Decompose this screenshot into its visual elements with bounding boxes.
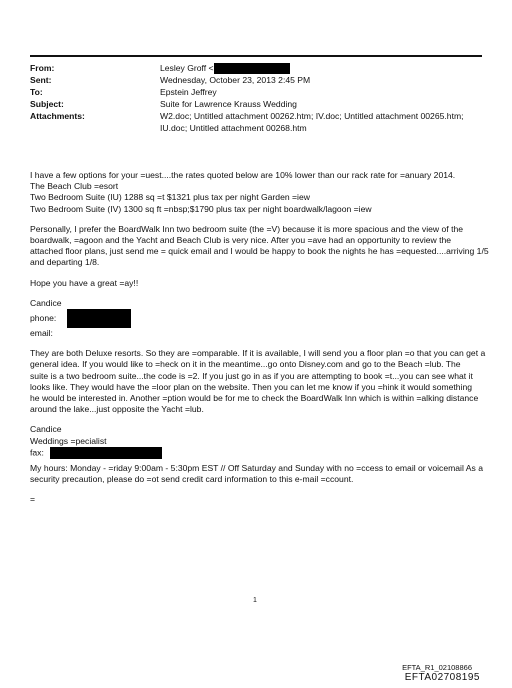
body-line: and departing 1/8. (30, 257, 100, 268)
from-row (30, 62, 485, 74)
body-line: They are both Deluxe resorts. So they are =omparable. If it is available, I will send you a floor plan =o that you can get a (30, 348, 486, 359)
body-line: he would be interested in. Another =ption would be for me to check the BoardWalk Inn which is within =alking distance (30, 393, 479, 404)
from-value: Lesley Groff < (160, 63, 214, 73)
rates-paragraph (30, 170, 485, 215)
body-line: Personally, I prefer the BoardWalk Inn two bedroom suite (the =V) because it is more spacious and the view of the (30, 223, 464, 234)
closing-paragraph (30, 278, 485, 289)
page-number: 1 (253, 597, 257, 604)
signature-block (30, 298, 485, 339)
bates-number-small: EFTA_R1_02108866 (402, 663, 472, 672)
attachments-label: Attachments: (30, 111, 85, 122)
recommendation-paragraph (30, 223, 489, 269)
from-label: From: (30, 63, 55, 73)
bates-number-large: EFTA02708195 (404, 672, 480, 683)
body-line: attached floor plans, just send me = quick email and I would be happy to book the nights he has =equested....arriving 1/5 (30, 246, 489, 257)
body-line: I have a few options for your =uest....the rates quoted below are 10% lower than our rack rate for =anuary 2014. (30, 170, 456, 180)
email-label: email: (30, 328, 53, 339)
email-body (30, 170, 489, 514)
attachments-line: IU.doc; Untitled attachment 00268.htm (160, 123, 307, 134)
body-line: Two Bedroom Suite (IU) 1288 sq =t $1321 plus tax per night Garden =iew (30, 192, 310, 203)
sent-value: Wednesday, October 23, 2013 2:45 PM (160, 75, 311, 86)
attachments-row (30, 110, 485, 134)
comparison-paragraph (30, 348, 485, 415)
signature-title: Weddings =pecialist (30, 435, 107, 446)
body-line: The Beach Club =esort (30, 181, 119, 192)
redaction-box (214, 63, 290, 74)
attachments-line: W2.doc; Untitled attachment 00262.htm; IV.doc; Untitled attachment 00265.htm; (160, 111, 464, 122)
redaction-box (67, 309, 131, 328)
signature-block (30, 424, 485, 458)
subject-row (30, 98, 485, 110)
trailing-mark: = (30, 494, 36, 505)
body-line: suite is a two bedroom suite...the code is =2. If you just go in as if you are attempting to book =t...you can see what it (30, 370, 473, 381)
phone-label: phone: (30, 312, 57, 323)
hours-paragraph (30, 463, 485, 485)
header-rule (30, 55, 482, 57)
to-label: To: (30, 87, 43, 98)
email-header (30, 62, 485, 134)
sent-row (30, 74, 485, 86)
to-row (30, 86, 485, 98)
body-line: general idea. If you would like to =heck on it in the meantime...go onto Disney.com and go to the Beach =lub. The (30, 359, 461, 370)
body-line: My hours: Monday - =riday 9:00am - 5:30pm EST // Off Saturday and Sunday with no =ccess to email or voicemail As a (30, 462, 483, 473)
body-line: looks like. They would have the =loor plan on the website. Then you can let me know if you =hink it would something (30, 381, 473, 392)
subject-label: Subject: (30, 99, 64, 110)
body-line: security precaution, please do =ot send credit card information to this e-mail =ccount. (30, 474, 354, 485)
body-line: Hope you have a great =ay!! (30, 277, 139, 288)
body-line: boardwalk, =agoon and the Yacht and Beach Club is very nice. After you =ave had an opportunity to review the (30, 235, 452, 246)
body-line: around the lake...just opposite the Yacht =lub. (30, 404, 204, 415)
signature-name: Candice (30, 424, 62, 435)
body-line: Two Bedroom Suite (IV) 1300 sq ft =nbsp;$1790 plus tax per night boardwalk/lagoon =iew (30, 203, 372, 214)
sent-label: Sent: (30, 75, 52, 86)
to-value: Epstein Jeffrey (160, 87, 217, 98)
fax-label: fax: (30, 447, 44, 458)
signature-name: Candice (30, 297, 62, 308)
redaction-box (50, 447, 162, 459)
subject-value: Suite for Lawrence Krauss Wedding (160, 99, 297, 110)
